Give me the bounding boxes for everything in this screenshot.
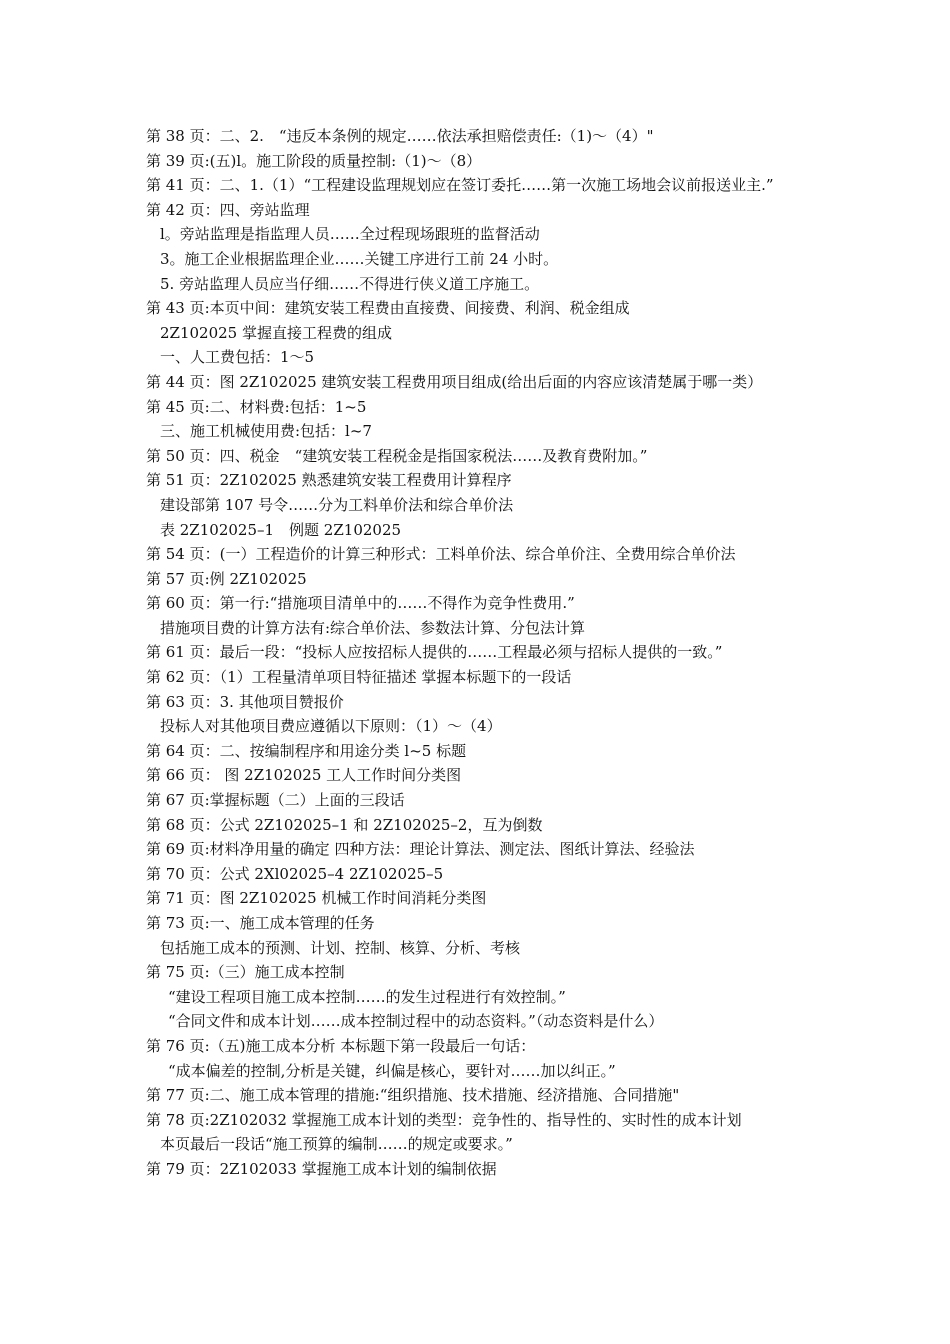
text-line: 第 44 页：图 2Z102025 建筑安装工程费用项目组成(给出后面的内容应该清楚属于哪一类） <box>146 372 763 391</box>
text-line: “建设工程项目施工成本控制……的发生过程进行有效控制。” <box>168 987 566 1006</box>
text-line: 第 75 页:（三）施工成本控制 <box>146 963 345 982</box>
document-body <box>146 124 826 1182</box>
text-line: 包括施工成本的预测、计划、控制、核算、分析、考核 <box>160 938 521 957</box>
text-line: 第 50 页：四、税金 “建筑安装工程税金是指国家税法……及教育费附加。” <box>146 446 648 465</box>
text-line: 三、施工机械使用费:包括：l~7 <box>160 422 372 441</box>
text-line: 投标人对其他项目费应遵循以下原则：（1）～（4） <box>160 717 502 736</box>
text-line: l。旁站监理是指监理人员……全过程现场跟班的监督活动 <box>160 225 540 244</box>
text-line: 第 42 页：四、旁站监理 <box>146 200 310 219</box>
text-line: 第 62 页：（1）工程量清单项目特征描述 掌握本标题下的一段话 <box>146 668 572 687</box>
text-line: 第 71 页：图 2Z102025 机械工作时间消耗分类图 <box>146 889 487 908</box>
text-line: 第 70 页：公式 2Xl02025–4 2Z102025–5 <box>146 864 444 883</box>
text-line: 第 64 页：二、按编制程序和用途分类 l~5 标题 <box>146 741 467 760</box>
text-line: 第 38 页：二、2. “违反本条例的规定……依法承担赔偿责任:（1)～（4）" <box>146 127 654 145</box>
text-line: 一、人工费包括：1～5 <box>160 348 315 367</box>
text-line: 第 43 页:本页中间：建筑安装工程费由直接费、间接费、利润、税金组成 <box>146 299 630 318</box>
text-line: 第 61 页：最后一段：“投标人应按招标人提供的……工程最必须与招标人提供的一致。” <box>146 643 723 662</box>
text-line: “成本偏差的控制,分析是关键，纠偏是核心，要针对……加以纠正。” <box>168 1061 616 1080</box>
text-line: 第 69 页:材料净用量的确定 四种方法：理论计算法、测定法、图纸计算法、经验法 <box>146 840 695 859</box>
text-line: 第 54 页：(一）工程造价的计算三种形式：工料单价法、综合单价注、全费用综合单价法 <box>146 545 736 564</box>
text-line: 5. 旁站监理人员应当仔细……不得进行侠义道工序施工。 <box>160 274 540 293</box>
text-line: 第 66 页： 图 2Z102025 工人工作时间分类图 <box>146 766 462 785</box>
text-line: 建设部第 107 号令……分为工料单价法和综合单价法 <box>160 495 514 514</box>
text-line: 第 57 页:例 2Z102025 <box>146 569 307 588</box>
text-line: 措施项目费的计算方法有:综合单价法、参数法计算、分包法计算 <box>160 618 586 637</box>
text-line: 第 67 页:掌握标题（二）上面的三段话 <box>146 791 405 810</box>
text-line: 2Z102025 掌握直接工程费的组成 <box>160 323 392 342</box>
text-line: 3。施工企业根据监理企业……关键工序进行工前 24 小时。 <box>160 249 559 268</box>
text-line: 表 2Z102025–1 例题 2Z102025 <box>160 520 402 539</box>
text-line: 第 39 页:(五)l。施工阶段的质量控制:（1)～（8） <box>146 151 482 170</box>
text-line: 第 41 页：二、1.（1）“工程建设监理规划应在签订委托……第一次施工场地会议前报送业主.” <box>146 176 774 195</box>
text-line: 第 63 页：3. 其他项目赞报价 <box>146 692 344 711</box>
text-line: 第 79 页：2Z102033 掌握施工成本计划的编制依据 <box>146 1159 497 1178</box>
text-line: 第 77 页:二、施工成本管理的措施:“组织措施、技术措施、经济措施、合同措施" <box>146 1086 680 1105</box>
text-line: 第 78 页:2Z102032 掌握施工成本计划的类型：竞争性的、指导性的、实时性的成本计划 <box>146 1110 742 1129</box>
text-line: “合同文件和成本计划……成本控制过程中的动态资料。”（动态资料是什么） <box>168 1012 664 1031</box>
text-line: 本页最后一段话“施工预算的编制……的规定或要求。” <box>160 1135 513 1154</box>
text-line: 第 73 页:一、施工成本管理的任务 <box>146 914 375 932</box>
text-line: 第 60 页：第一行:“措施项目清单中的……不得作为竞争性费用.” <box>146 594 575 613</box>
text-line: 第 51 页：2Z102025 熟悉建筑安装工程费用计算程序 <box>146 471 512 490</box>
text-line: 第 76 页:（五)施工成本分析 本标题下第一段最后一句话： <box>146 1036 536 1055</box>
text-line: 第 45 页:二、材料费:包括：1~5 <box>146 397 367 416</box>
text-line: 第 68 页：公式 2Z102025–1 和 2Z102025–2，互为倒数 <box>146 815 543 834</box>
